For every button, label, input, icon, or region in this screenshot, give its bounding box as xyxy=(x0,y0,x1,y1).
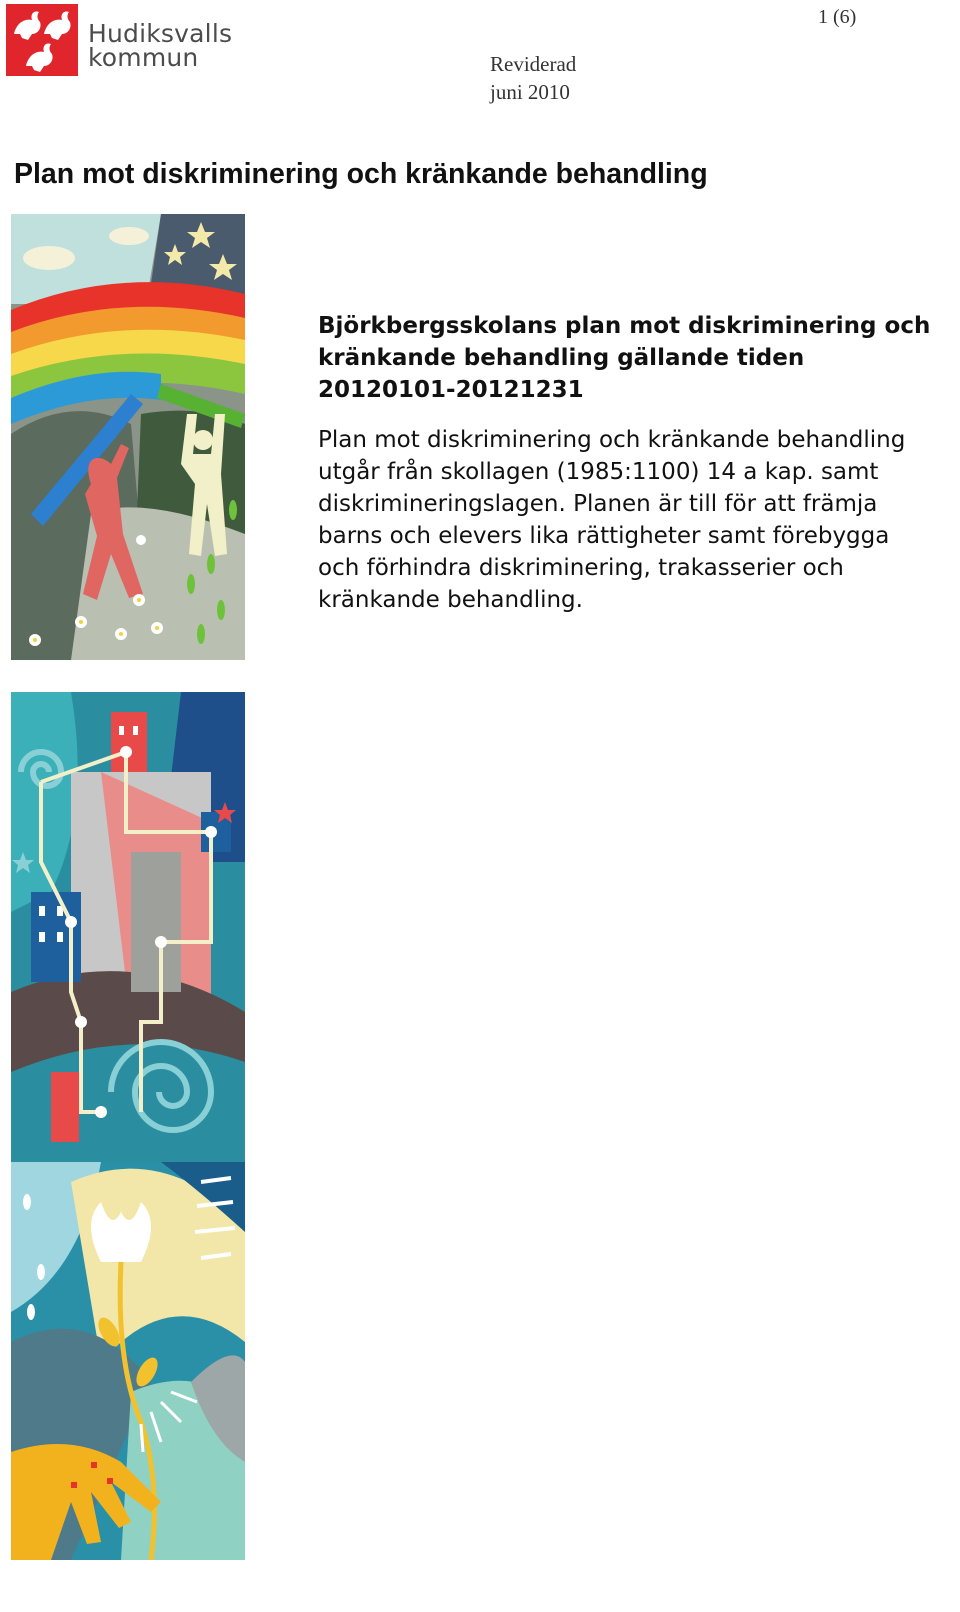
rainbow-people-illustration xyxy=(11,214,245,660)
municipality-name-line2: kommun xyxy=(88,43,199,72)
revision-date xyxy=(490,50,576,106)
municipality-logo xyxy=(6,4,236,78)
municipality-name-line1: Hudiksvalls xyxy=(88,19,233,48)
page-number: 1 (6) xyxy=(818,6,857,28)
plan-description: Plan mot diskriminering och kränkande behandling utgår från skollagen (1985:1100) 14 a kap. samt diskrimineringslagen. Planen är till för att främja barns och elevers lika rättigheter samt förebygga och förhindra diskriminering, trakasserier och kränkande behandling. xyxy=(318,427,906,613)
plan-heading: Björkbergsskolans plan mot diskriminering och kränkande behandling gällande tiden 20120101-20121231 xyxy=(318,313,931,403)
revision-label: Reviderad xyxy=(490,52,577,76)
city-spiral-illustration xyxy=(11,692,245,1162)
municipality-name xyxy=(88,19,233,72)
document-title: Plan mot diskriminering och kränkande behandling xyxy=(14,158,708,190)
flower-hand-illustration xyxy=(11,1162,245,1560)
goat-emblem-icon xyxy=(6,4,78,76)
revision-month: juni 2010 xyxy=(490,80,570,104)
